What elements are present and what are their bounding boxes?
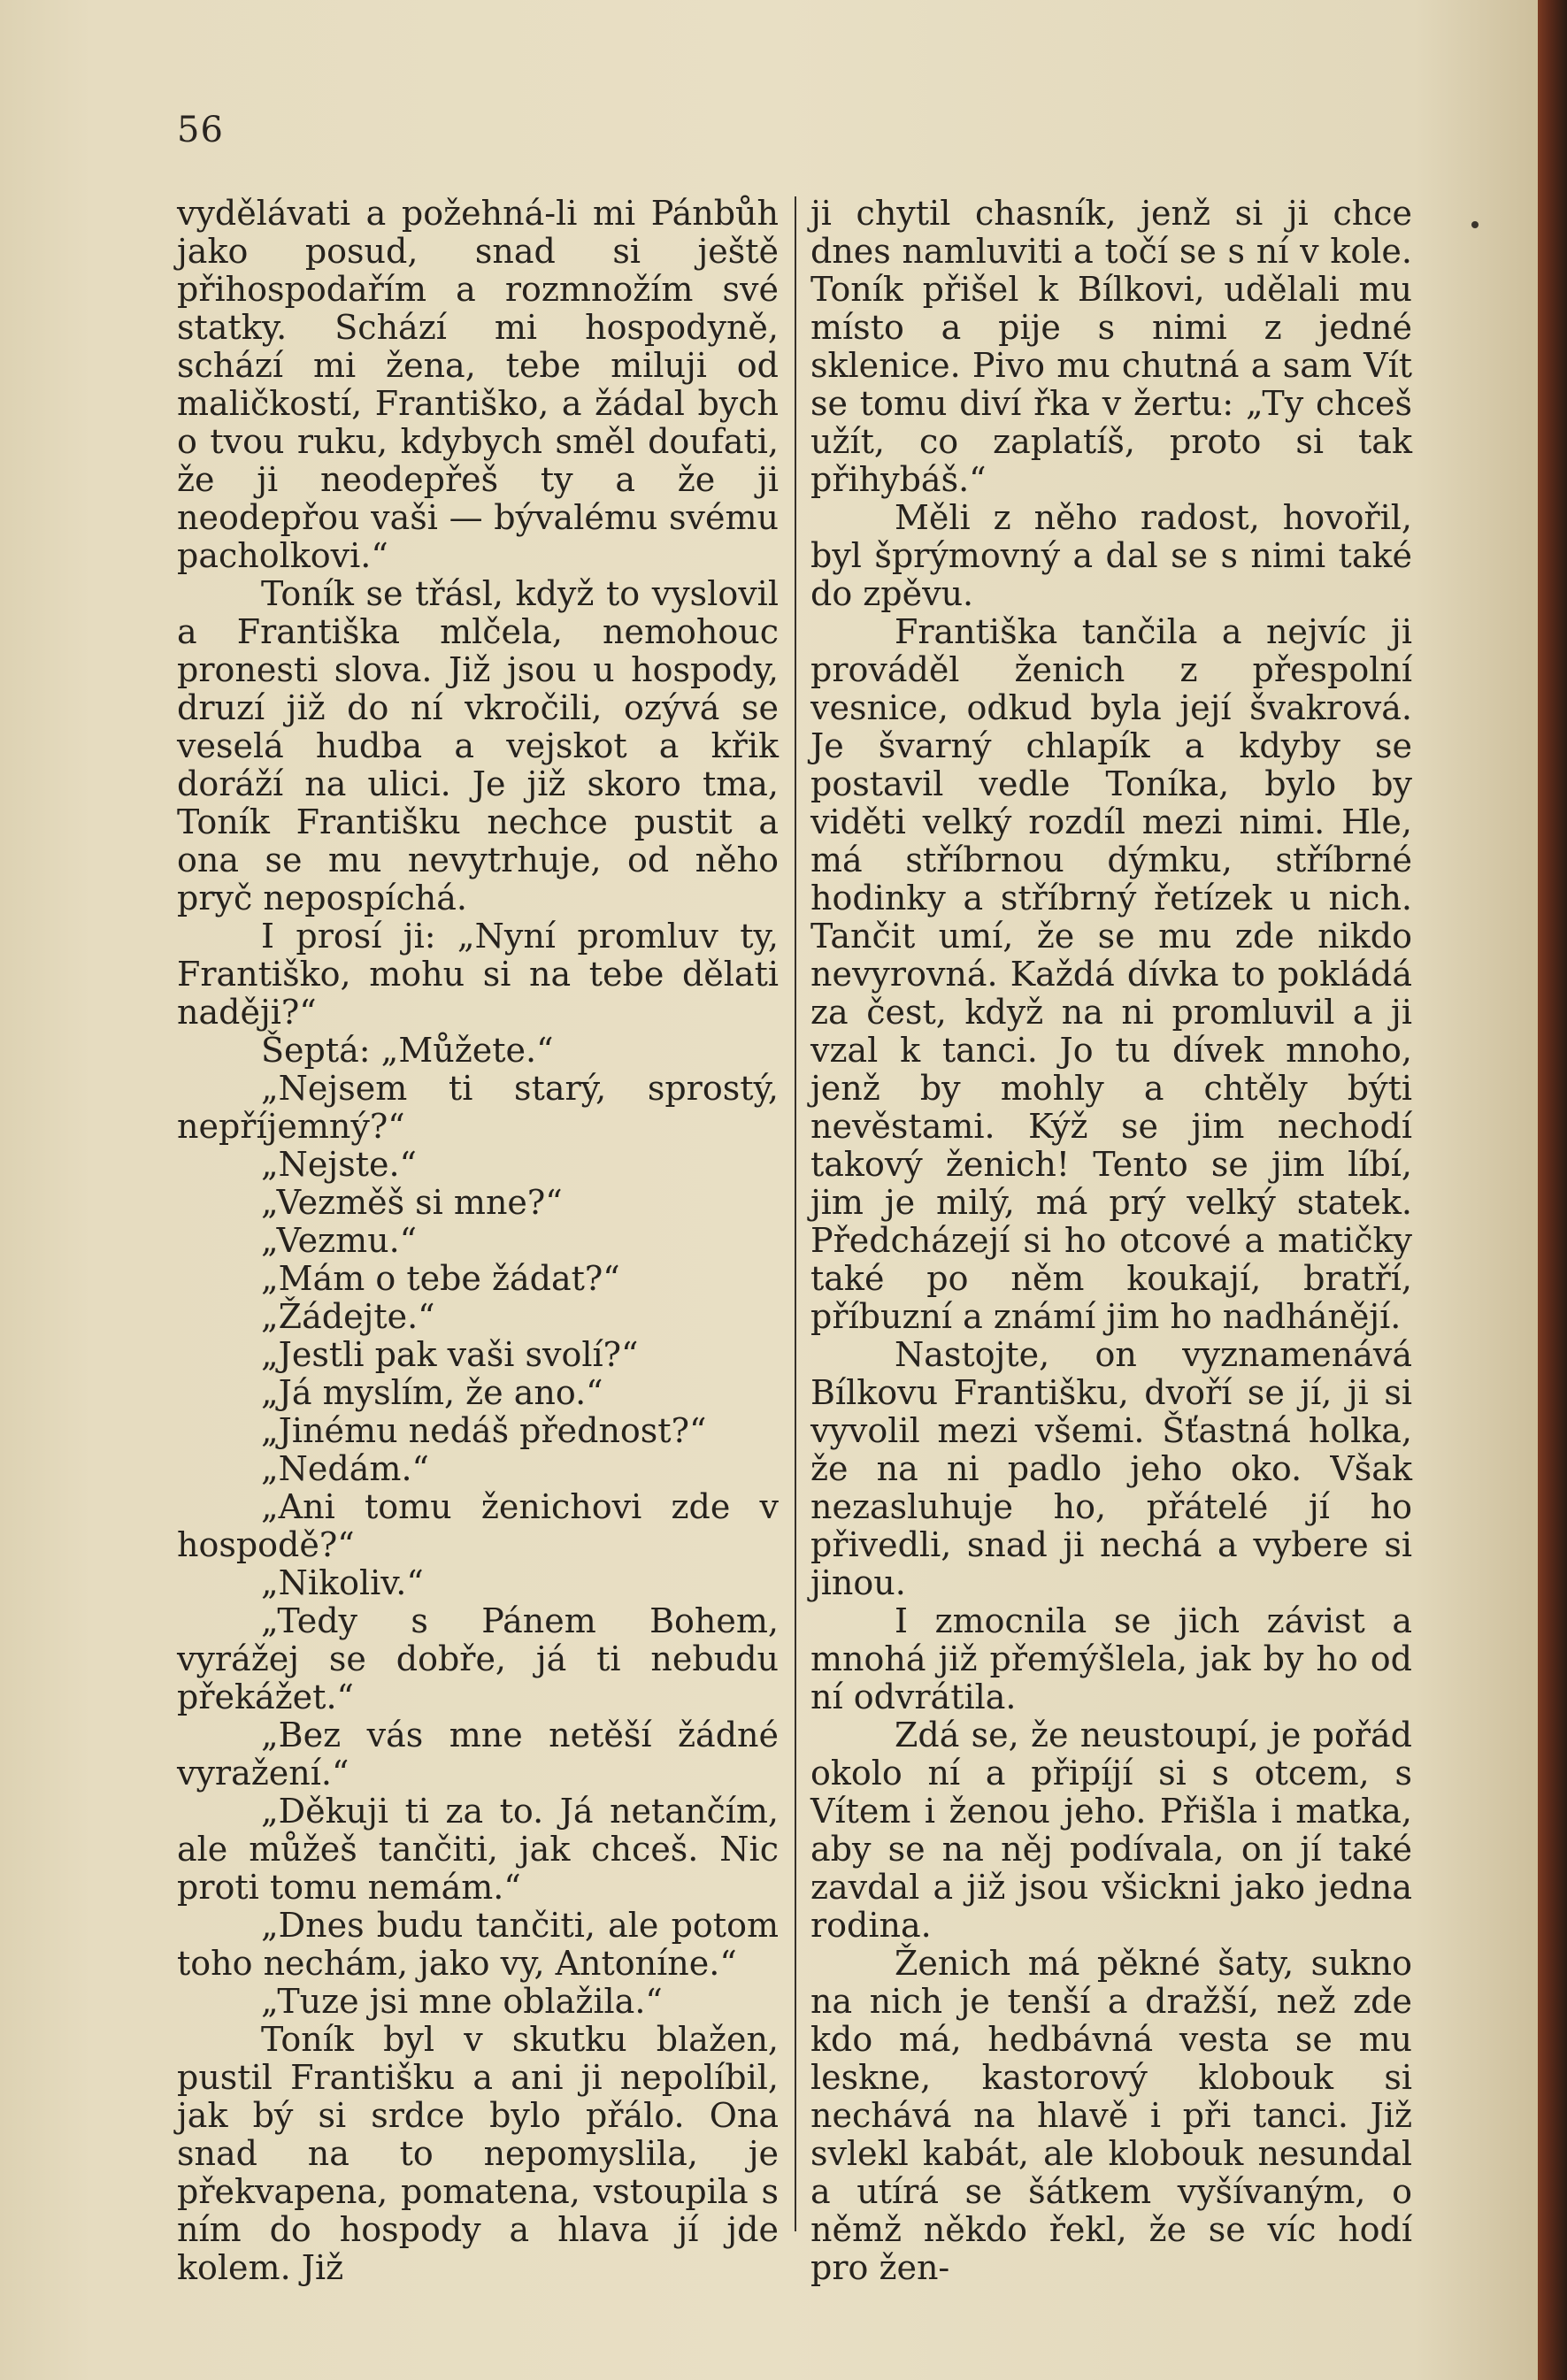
column-divider [795, 196, 796, 2231]
paragraph: Nastojte, on vyznamenává Bílkovu Františku, dvoří se jí, ji si vyvolil mezi všemi. Šťastná holka, že na ni padlo jeho oko. Však nezasluhuje ho, přátelé jí ho přivedli, snad ji nechá a vybere si jinou. [810, 1335, 1412, 1602]
paragraph: „Vezmu.“ [261, 1221, 418, 1260]
paragraph: „Žádejte.“ [261, 1297, 435, 1336]
paragraph: „Nejsem ti starý, sprostý, nepříjemný?“ [177, 1069, 779, 1146]
paragraph: „Nedám.“ [261, 1449, 429, 1488]
paragraph: Toník byl v skutku blažen, pustil Františku a ani ji nepolíbil, jak bý si srdce bylo přálo. Ona snad na to nepomyslila, je překvapena, pomatena, vstoupila s ním do hospody a hlava jí jde kolem. Již [177, 2020, 779, 2287]
book-spine-edge [1538, 0, 1567, 2380]
paragraph: „Mám o tebe žádat?“ [261, 1259, 620, 1298]
paragraph: vydělávati a požehná-li mi Pánbůh jako posud, snad si ještě přihospodařím a rozmnožím své statky. Schází mi hospodyně, schází mi žena, tebe miluji od maličkostí, Františko, a žádal bych o tvou ruku, kdybych směl doufati, že ji neodepřeš ty a že ji neodepřou vaši — bývalému svému pacholkovi.“ [177, 194, 779, 575]
paragraph: „Já myslím, že ano.“ [261, 1373, 603, 1412]
paragraph: „Dnes budu tančiti, ale potom toho nechám, jako vy, Antoníne.“ [177, 1906, 779, 1983]
paragraph: „Jestli pak vaši svolí?“ [261, 1335, 639, 1374]
paragraph: Zdá se, že neustoupí, je pořád okolo ní a připíjí si s otcem, s Vítem i ženou jeho. Přišla i matka, aby se na něj podívala, on jí také zavdal a již jsou všickni jako jedna rodina. [810, 1716, 1412, 1945]
paragraph: I zmocnila se jich závist a mnohá již přemýšlela, jak by ho od ní odvrátila. [810, 1601, 1412, 1716]
paragraph: „Nejste.“ [261, 1145, 417, 1184]
paragraph: Šeptá: „Můžete.“ [261, 1031, 554, 1070]
paragraph: „Vezměš si mne?“ [261, 1183, 563, 1222]
paragraph: „Děkuji ti za to. Já netančím, ale můžeš tančiti, jak chceš. Nic proti tomu nemám.“ [177, 1792, 779, 1907]
paragraph: „Jinému nedáš přednost?“ [261, 1411, 707, 1450]
paragraph: Ženich má pěkné šaty, sukno na nich je tenší a dražší, než zde kdo má, hedbávná vesta se mu leskne, kastorový klobouk si nechává na hlavě i při tanci. Již svlekl kabát, ale klobouk nesundal a utírá se šátkem vyšívaným, o němž někdo řekl, že se víc hodí pro žen- [810, 1944, 1412, 2287]
paragraph: I prosí ji: „Nyní promluv ty, Františko, mohu si na tebe dělati naději?“ [177, 917, 779, 1032]
paragraph: Františka tančila a nejvíc ji prováděl ženich z přespolní vesnice, odkud byla její švakrová. Je švarný chlapík a kdyby se postavil vedle Toníka, bylo by viděti velký rozdíl mezi nimi. Hle, má stříbrnou dýmku, stříbrné hodinky a stříbrný řetízek u nich. Tančit umí, že se mu zde nikdo nevyrovná. Každá dívka to pokládá za čest, když na ni promluvil a ji vzal k tanci. Jo tu dívek mnoho, jenž by mohly a chtěly býti nevěstami. Kýž se jim nechodí takový ženich! Tento se jim líbí, jim je milý, má prý velký statek. Předcházejí si ho otcové a matičky také po něm koukají, bratří, příbuzní a známí jim ho nadhánějí. [810, 612, 1412, 1336]
paragraph: Měli z něho radost, hovořil, byl šprýmovný a dal se s nimi také do zpěvu. [810, 498, 1412, 613]
paragraph: „Nikoliv.“ [261, 1563, 424, 1602]
paragraph: „Tedy s Pánem Bohem, vyrážej se dobře, já ti nebudu překážet.“ [177, 1601, 779, 1716]
paragraph: „Bez vás mne netěší žádné vyražení.“ [177, 1716, 779, 1793]
paragraph: ji chytil chasník, jenž si ji chce dnes namluviti a točí se s ní v kole. Toník přišel k Bílkovi, udělali mu místo a pije s nimi z jedné sklenice. Pivo mu chutná a sam Vít se tomu diví řka v žertu: „Ty chceš užít, co zaplatíš, proto si tak přihybáš.“ [810, 194, 1412, 499]
page-number: 56 [177, 110, 224, 150]
paragraph: „Ani tomu ženichovi zde v hospodě?“ [177, 1487, 779, 1564]
left-column [177, 194, 779, 2287]
paragraph: „Tuze jsi mne oblažila.“ [261, 1982, 663, 2021]
paragraph: Toník se třásl, když to vyslovil a Františka mlčela, nemohouc pronesti slova. Již jsou u hospody, druzí již do ní vkročili, ozývá se veselá hudba a vejskot a křik doráží na ulici. Je již skoro tma, Toník Františku nechce pustit a ona se mu nevytrhuje, od něho pryč nepospíchá. [177, 574, 779, 917]
right-column [810, 194, 1412, 2287]
ink-speck [1471, 221, 1479, 228]
